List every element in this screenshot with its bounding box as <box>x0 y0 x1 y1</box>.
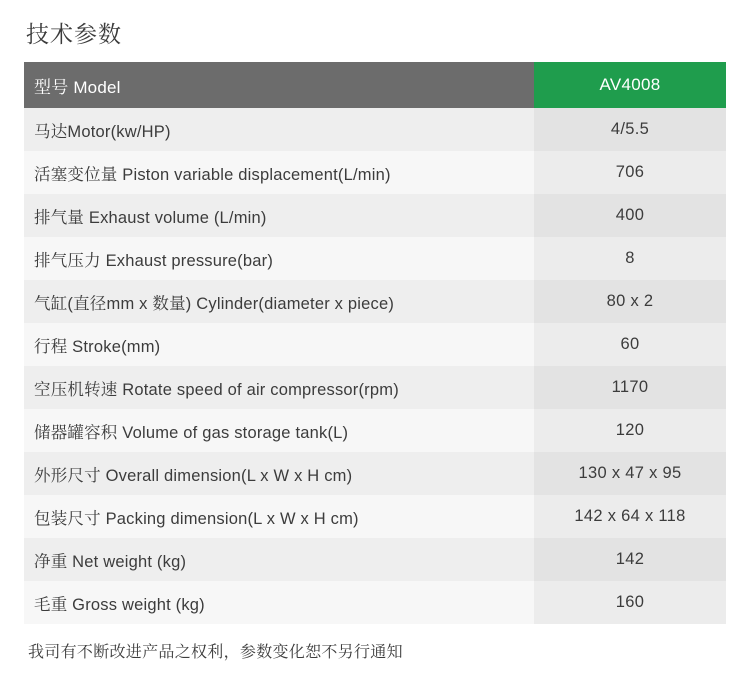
row-value: 400 <box>534 194 726 237</box>
table-row <box>24 581 726 624</box>
row-label: 毛重 Gross weight (kg) <box>24 581 534 624</box>
table-row <box>24 323 726 366</box>
row-label: 包装尺寸 Packing dimension(L x W x H cm) <box>24 495 534 538</box>
row-label: 净重 Net weight (kg) <box>24 538 534 581</box>
table-row <box>24 538 726 581</box>
table-header-value: AV4008 <box>534 62 726 108</box>
table-row <box>24 409 726 452</box>
row-label: 行程 Stroke(mm) <box>24 323 534 366</box>
row-label: 空压机转速 Rotate speed of air compressor(rpm) <box>24 366 534 409</box>
table-row <box>24 194 726 237</box>
row-value: 8 <box>534 237 726 280</box>
row-label: 外形尺寸 Overall dimension(L x W x H cm) <box>24 452 534 495</box>
table-header-row <box>24 62 726 108</box>
table-body <box>24 62 726 624</box>
row-label: 气缸(直径mm x 数量) Cylinder(diameter x piece) <box>24 280 534 323</box>
row-value: 60 <box>534 323 726 366</box>
table-row <box>24 151 726 194</box>
row-value: 1170 <box>534 366 726 409</box>
page-title: 技术参数 <box>26 21 122 47</box>
row-value: 706 <box>534 151 726 194</box>
row-label: 马达Motor(kw/HP) <box>24 108 534 151</box>
table-row <box>24 366 726 409</box>
table-row <box>24 280 726 323</box>
table-row <box>24 108 726 151</box>
specifications-table <box>24 62 726 624</box>
row-value: 142 <box>534 538 726 581</box>
row-value: 130 x 47 x 95 <box>534 452 726 495</box>
row-value: 120 <box>534 409 726 452</box>
row-label: 排气压力 Exhaust pressure(bar) <box>24 237 534 280</box>
footnote: 我司有不断改进产品之权利，参数变化恕不另行通知 <box>28 644 403 661</box>
row-label: 排气量 Exhaust volume (L/min) <box>24 194 534 237</box>
row-label: 储器罐容积 Volume of gas storage tank(L) <box>24 409 534 452</box>
table-row <box>24 452 726 495</box>
row-label: 活塞变位量 Piston variable displacement(L/min) <box>24 151 534 194</box>
row-value: 142 x 64 x 118 <box>534 495 726 538</box>
table-row <box>24 237 726 280</box>
table-row <box>24 495 726 538</box>
row-value: 80 x 2 <box>534 280 726 323</box>
row-value: 160 <box>534 581 726 624</box>
row-value: 4/5.5 <box>534 108 726 151</box>
table-header-label: 型号 Model <box>24 62 534 108</box>
